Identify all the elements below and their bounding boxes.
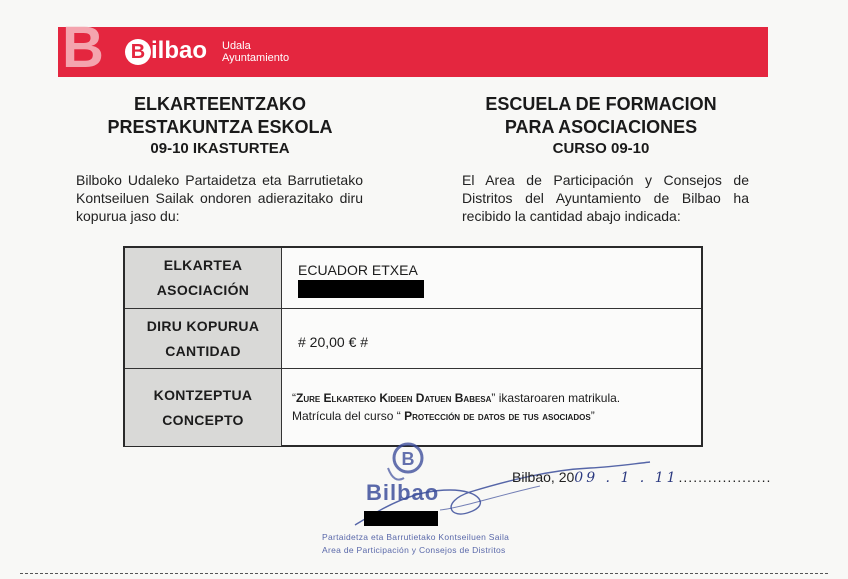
quote-close: ” xyxy=(590,409,595,423)
course-name-es: Protección de datos de tus asociados xyxy=(404,409,591,423)
receipt-table xyxy=(123,246,703,447)
label-es: CONCEPTO xyxy=(162,411,244,428)
label-cell xyxy=(125,248,282,308)
label-es: ASOCIACIÓN xyxy=(156,282,250,298)
title-eu-line-2: PRESTAKUNTZA ESKOLA xyxy=(107,117,333,137)
stamp-word: Bilbao xyxy=(366,480,440,505)
redaction-bar xyxy=(298,280,424,298)
concept-eu xyxy=(292,389,702,407)
quote-open: “ xyxy=(292,391,296,405)
amount-value: # 20,00 € # xyxy=(298,334,369,350)
logo-subtitle xyxy=(222,40,289,64)
logo-sub-line-1: Udala xyxy=(222,40,251,52)
header-big-b-logo: B xyxy=(62,15,102,80)
label-eu: KONTZEPTUA xyxy=(153,386,253,403)
table-row-amount xyxy=(125,308,701,369)
date-handwritten: 09 . 1 . 11 xyxy=(574,470,679,486)
title-eu-line-1: ELKARTEENTZAKO xyxy=(134,94,306,114)
value-cell xyxy=(282,248,701,308)
course-name-eu: Zure Elkarteko Kideen Datuen Babesa xyxy=(296,391,492,405)
logo-word: ilbao xyxy=(151,37,208,64)
label-eu: DIRU KOPURUA xyxy=(146,318,260,334)
label-cell xyxy=(125,369,282,446)
bilbao-logo-icon: B xyxy=(125,39,151,65)
stamp-line-basque: Partaidetza eta Barrutietako Kontseiluen Saila xyxy=(322,532,510,542)
intro-basque: Bilboko Udaleko Partaidetza eta Barrutietako Kontseiluen Sailak ondoren adierazitako diru kopurua jaso du: xyxy=(76,172,363,224)
quote-open: “ xyxy=(396,409,405,423)
signature-scribble-icon xyxy=(350,450,690,540)
logo-sub-line-2: Ayuntamiento xyxy=(222,52,290,64)
date-dots: ................... xyxy=(678,469,772,485)
title-es-line-1: ESCUELA DE FORMACION xyxy=(485,94,717,114)
value-cell xyxy=(282,309,701,369)
label-eu: ELKARTEA xyxy=(163,257,243,273)
intro-spanish: El Area de Participación y Consejos de Distritos del Ayuntamiento de Bilbao ha recibido la cantidad abajo indicada: xyxy=(462,172,749,224)
bottom-dashed-rule xyxy=(20,573,828,574)
association-name: ECUADOR ETXEA xyxy=(298,262,418,278)
concept-text xyxy=(292,389,702,425)
redaction-bar xyxy=(364,511,438,526)
svg-text:B: B xyxy=(401,449,415,469)
concept-eu-rest: ikastaroaren matrikula. xyxy=(495,391,621,405)
stamp-line-spanish: Area de Participación y Consejos de Distritos xyxy=(322,545,506,555)
label-es: CANTIDAD xyxy=(165,343,241,359)
title-basque xyxy=(80,93,360,159)
title-spanish xyxy=(448,93,754,159)
date-prefix: Bilbao, 20 xyxy=(512,469,575,485)
title-es-line-2: PARA ASOCIACIONES xyxy=(504,117,698,137)
table-row-association xyxy=(125,248,701,308)
concept-es-prefix: Matrícula del curso xyxy=(292,409,397,423)
title-eu-line-3: 09-10 IKASTURTEA xyxy=(150,140,290,157)
date-line xyxy=(512,469,771,486)
quote-close: ” xyxy=(491,391,496,405)
concept-es xyxy=(292,407,702,425)
title-es-line-3: CURSO 09-10 xyxy=(552,140,650,157)
label-cell xyxy=(125,309,282,369)
